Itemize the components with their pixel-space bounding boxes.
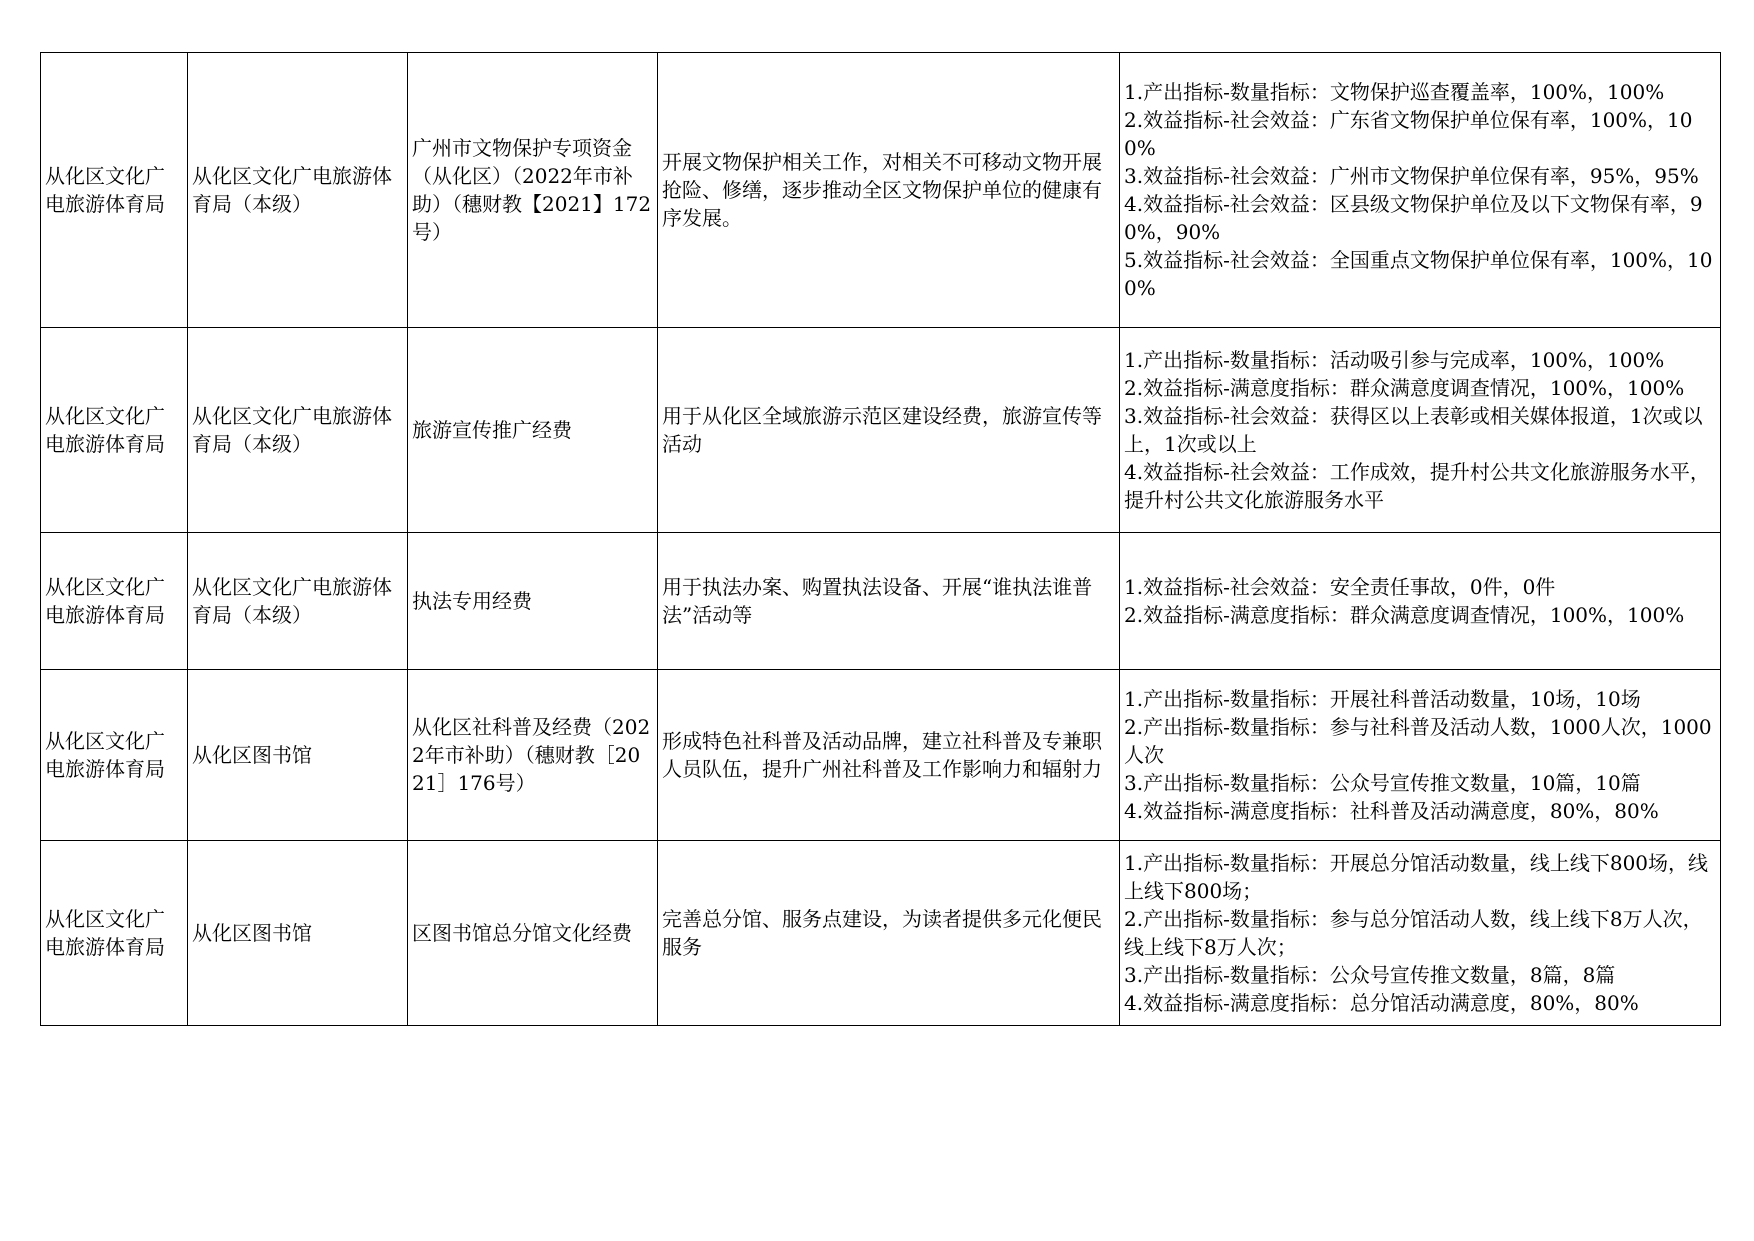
- performance-indicators-cell: [1120, 533, 1721, 670]
- department-cell: 从化区文化广电旅游体育局: [41, 670, 188, 841]
- project-goal-cell: 形成特色社科普及活动品牌，建立社科普及专兼职人员队伍，提升广州社科普及工作影响力和辐射力: [658, 670, 1120, 841]
- indicator-line: 1.产出指标-数量指标：开展总分馆活动数量，线上线下800场，线上线下800场；: [1124, 851, 1709, 903]
- unit-cell: 从化区文化广电旅游体育局（本级）: [188, 53, 408, 328]
- table-row: [41, 670, 1721, 841]
- department-cell: 从化区文化广电旅游体育局: [41, 53, 188, 328]
- table-row: [41, 841, 1721, 1026]
- indicator-line: 4.效益指标-社会效益：工作成效，提升村公共文化旅游服务水平，提升村公共文化旅游服务水平: [1124, 460, 1710, 512]
- indicator-line: 2.效益指标-社会效益：广东省文物保护单位保有率，100%，100%: [1124, 108, 1693, 160]
- indicator-line: 4.效益指标-满意度指标：社科普及活动满意度，80%，80%: [1124, 799, 1659, 823]
- indicator-line: 1.效益指标-社会效益：安全责任事故，0件，0件: [1124, 575, 1556, 599]
- performance-indicators-cell: [1120, 841, 1721, 1026]
- indicator-line: 1.产出指标-数量指标：活动吸引参与完成率，100%，100%: [1124, 348, 1665, 372]
- indicator-line: 1.产出指标-数量指标：文物保护巡查覆盖率，100%，100%: [1124, 80, 1665, 104]
- unit-cell: 从化区文化广电旅游体育局（本级）: [188, 328, 408, 533]
- table-row: [41, 328, 1721, 533]
- performance-indicators-cell: [1120, 670, 1721, 841]
- indicator-line: 3.效益指标-社会效益：广州市文物保护单位保有率，95%，95%: [1124, 164, 1699, 188]
- project-name-cell: 旅游宣传推广经费: [408, 328, 658, 533]
- performance-indicators-cell: [1120, 328, 1721, 533]
- project-name-cell: 从化区社科普及经费（2022年市补助）（穗财教［2021］176号）: [408, 670, 658, 841]
- indicator-line: 4.效益指标-社会效益：区县级文物保护单位及以下文物保有率，90%，90%: [1124, 192, 1703, 244]
- unit-cell: 从化区图书馆: [188, 670, 408, 841]
- department-cell: 从化区文化广电旅游体育局: [41, 328, 188, 533]
- project-goal-cell: 开展文物保护相关工作，对相关不可移动文物开展抢险、修缮，逐步推动全区文物保护单位的健康有序发展。: [658, 53, 1120, 328]
- indicator-line: 2.效益指标-满意度指标：群众满意度调查情况，100%，100%: [1124, 376, 1685, 400]
- indicator-line: 5.效益指标-社会效益：全国重点文物保护单位保有率，100%，100%: [1124, 248, 1713, 300]
- project-name-cell: 区图书馆总分馆文化经费: [408, 841, 658, 1026]
- indicator-line: 3.效益指标-社会效益：获得区以上表彰或相关媒体报道，1次或以上，1次或以上: [1124, 404, 1703, 456]
- performance-goals-table: [40, 52, 1721, 1026]
- indicator-line: 2.效益指标-满意度指标：群众满意度调查情况，100%，100%: [1124, 603, 1685, 627]
- project-name-cell: 广州市文物保护专项资金（从化区）（2022年市补助）（穗财教【2021】172号）: [408, 53, 658, 328]
- unit-cell: 从化区图书馆: [188, 841, 408, 1026]
- indicator-line: 2.产出指标-数量指标：参与总分馆活动人数，线上线下8万人次，线上线下8万人次；: [1124, 907, 1703, 959]
- unit-cell: 从化区文化广电旅游体育局（本级）: [188, 533, 408, 670]
- department-cell: 从化区文化广电旅游体育局: [41, 533, 188, 670]
- project-name-cell: 执法专用经费: [408, 533, 658, 670]
- table-row: [41, 533, 1721, 670]
- indicator-line: 1.产出指标-数量指标：开展社科普活动数量，10场，10场: [1124, 687, 1641, 711]
- indicator-line: 4.效益指标-满意度指标：总分馆活动满意度，80%，80%: [1124, 991, 1639, 1015]
- indicator-line: 2.产出指标-数量指标：参与社科普及活动人数，1000人次，1000人次: [1124, 715, 1712, 767]
- project-goal-cell: 完善总分馆、服务点建设，为读者提供多元化便民服务: [658, 841, 1120, 1026]
- project-goal-cell: 用于从化区全域旅游示范区建设经费，旅游宣传等活动: [658, 328, 1120, 533]
- table-row: [41, 53, 1721, 328]
- project-goal-cell: 用于执法办案、购置执法设备、开展“谁执法谁普法”活动等: [658, 533, 1120, 670]
- indicator-line: 3.产出指标-数量指标：公众号宣传推文数量，8篇，8篇: [1124, 963, 1616, 987]
- indicator-line: 3.产出指标-数量指标：公众号宣传推文数量，10篇，10篇: [1124, 771, 1641, 795]
- department-cell: 从化区文化广电旅游体育局: [41, 841, 188, 1026]
- performance-indicators-cell: [1120, 53, 1721, 328]
